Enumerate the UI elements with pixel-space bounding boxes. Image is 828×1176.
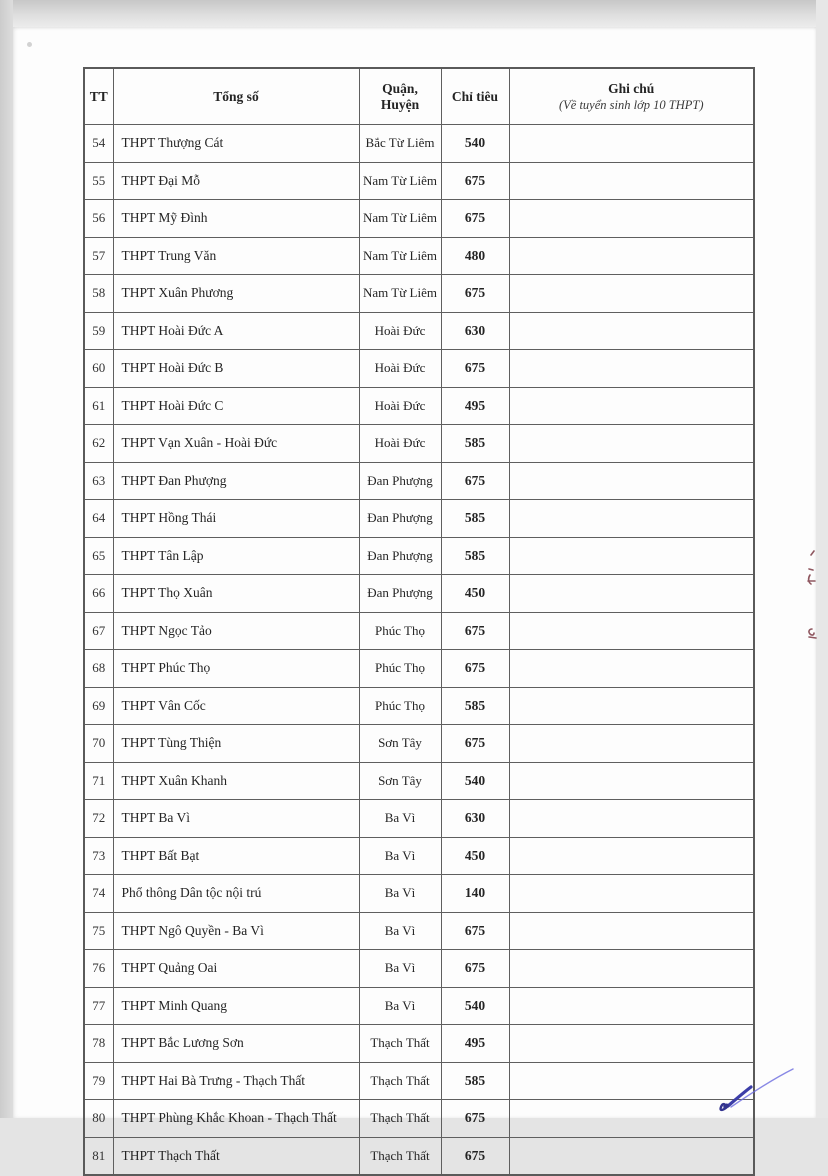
row-quota: 675 xyxy=(441,950,509,988)
row-quota: 540 xyxy=(441,762,509,800)
row-note xyxy=(509,762,754,800)
row-quota: 675 xyxy=(441,725,509,763)
row-school-name: THPT Hoài Đức B xyxy=(113,350,359,388)
row-district: Bắc Từ Liêm xyxy=(359,125,441,163)
row-school-name: THPT Thọ Xuân xyxy=(113,575,359,613)
header-tt: TT xyxy=(84,68,113,125)
quota-table-wrap xyxy=(83,67,755,1176)
row-tt: 58 xyxy=(84,275,113,313)
row-note xyxy=(509,837,754,875)
row-quota: 675 xyxy=(441,200,509,238)
row-note xyxy=(509,1100,754,1138)
header-note xyxy=(509,68,754,125)
table-row xyxy=(84,725,754,763)
row-quota: 675 xyxy=(441,650,509,688)
row-tt: 59 xyxy=(84,312,113,350)
row-quota: 540 xyxy=(441,125,509,163)
row-note xyxy=(509,1025,754,1063)
table-row xyxy=(84,425,754,463)
row-district: Thạch Thất xyxy=(359,1062,441,1100)
table-row xyxy=(84,312,754,350)
table-row xyxy=(84,1025,754,1063)
row-quota: 585 xyxy=(441,687,509,725)
row-quota: 675 xyxy=(441,1100,509,1138)
header-quota: Chỉ tiêu xyxy=(441,68,509,125)
row-school-name: THPT Ba Vì xyxy=(113,800,359,838)
row-note xyxy=(509,462,754,500)
row-quota: 480 xyxy=(441,237,509,275)
row-school-name: THPT Thượng Cát xyxy=(113,125,359,163)
row-tt: 72 xyxy=(84,800,113,838)
row-school-name: THPT Tân Lập xyxy=(113,537,359,575)
table-row xyxy=(84,650,754,688)
row-school-name: THPT Hoài Đức A xyxy=(113,312,359,350)
row-tt: 74 xyxy=(84,875,113,913)
row-tt: 65 xyxy=(84,537,113,575)
row-district: Phúc Thọ xyxy=(359,612,441,650)
row-tt: 79 xyxy=(84,1062,113,1100)
row-school-name: THPT Vạn Xuân - Hoài Đức xyxy=(113,425,359,463)
table-row xyxy=(84,237,754,275)
table-row xyxy=(84,462,754,500)
table-header xyxy=(84,68,754,125)
row-note xyxy=(509,987,754,1025)
row-quota: 495 xyxy=(441,387,509,425)
row-district: Đan Phượng xyxy=(359,500,441,538)
row-note xyxy=(509,950,754,988)
row-tt: 78 xyxy=(84,1025,113,1063)
quota-table xyxy=(83,67,755,1176)
row-school-name: THPT Hồng Thái xyxy=(113,500,359,538)
row-district: Thạch Thất xyxy=(359,1025,441,1063)
row-school-name: THPT Xuân Khanh xyxy=(113,762,359,800)
row-school-name: THPT Minh Quang xyxy=(113,987,359,1025)
row-quota: 140 xyxy=(441,875,509,913)
photo-background-left xyxy=(0,0,13,1118)
row-school-name: THPT Trung Văn xyxy=(113,237,359,275)
row-tt: 67 xyxy=(84,612,113,650)
row-note xyxy=(509,200,754,238)
row-quota: 675 xyxy=(441,162,509,200)
row-school-name: THPT Xuân Phương xyxy=(113,275,359,313)
table-row xyxy=(84,987,754,1025)
table-row xyxy=(84,1062,754,1100)
row-note xyxy=(509,800,754,838)
row-quota: 585 xyxy=(441,425,509,463)
row-tt: 68 xyxy=(84,650,113,688)
row-note xyxy=(509,612,754,650)
row-school-name: THPT Hai Bà Trưng - Thạch Thất xyxy=(113,1062,359,1100)
row-district: Thạch Thất xyxy=(359,1137,441,1175)
row-note xyxy=(509,687,754,725)
row-tt: 57 xyxy=(84,237,113,275)
row-note xyxy=(509,275,754,313)
row-district: Sơn Tây xyxy=(359,762,441,800)
header-school-name: Tổng số xyxy=(113,68,359,125)
table-row xyxy=(84,387,754,425)
row-tt: 54 xyxy=(84,125,113,163)
row-quota: 450 xyxy=(441,575,509,613)
row-school-name: THPT Đại Mỗ xyxy=(113,162,359,200)
row-district: Đan Phượng xyxy=(359,537,441,575)
paper-speck xyxy=(27,42,32,47)
table-row xyxy=(84,912,754,950)
row-tt: 75 xyxy=(84,912,113,950)
row-district: Đan Phượng xyxy=(359,462,441,500)
row-tt: 76 xyxy=(84,950,113,988)
row-tt: 73 xyxy=(84,837,113,875)
row-note xyxy=(509,650,754,688)
row-school-name: Phổ thông Dân tộc nội trú xyxy=(113,875,359,913)
row-tt: 77 xyxy=(84,987,113,1025)
row-district: Hoài Đức xyxy=(359,350,441,388)
table-row xyxy=(84,612,754,650)
table-row xyxy=(84,275,754,313)
row-district: Thạch Thất xyxy=(359,1100,441,1138)
row-school-name: THPT Phùng Khắc Khoan - Thạch Thất xyxy=(113,1100,359,1138)
table-row xyxy=(84,162,754,200)
row-district: Hoài Đức xyxy=(359,425,441,463)
table-row xyxy=(84,800,754,838)
row-note xyxy=(509,725,754,763)
row-district: Phúc Thọ xyxy=(359,650,441,688)
row-quota: 495 xyxy=(441,1025,509,1063)
edge-ink-marks-icon xyxy=(796,545,818,660)
table-row xyxy=(84,875,754,913)
row-school-name: THPT Phúc Thọ xyxy=(113,650,359,688)
row-quota: 450 xyxy=(441,837,509,875)
row-tt: 81 xyxy=(84,1137,113,1175)
table-body xyxy=(84,125,754,1176)
row-note xyxy=(509,912,754,950)
row-quota: 630 xyxy=(441,312,509,350)
row-school-name: THPT Bắc Lương Sơn xyxy=(113,1025,359,1063)
table-row xyxy=(84,537,754,575)
row-district: Nam Từ Liêm xyxy=(359,237,441,275)
row-tt: 70 xyxy=(84,725,113,763)
table-row xyxy=(84,1137,754,1175)
row-school-name: THPT Hoài Đức C xyxy=(113,387,359,425)
row-tt: 62 xyxy=(84,425,113,463)
row-school-name: THPT Ngô Quyền - Ba Vì xyxy=(113,912,359,950)
row-school-name: THPT Ngọc Tảo xyxy=(113,612,359,650)
table-row xyxy=(84,837,754,875)
row-quota: 675 xyxy=(441,462,509,500)
row-tt: 63 xyxy=(84,462,113,500)
row-quota: 630 xyxy=(441,800,509,838)
row-quota: 585 xyxy=(441,537,509,575)
header-district: Quận, Huyện xyxy=(359,68,441,125)
table-row xyxy=(84,575,754,613)
row-quota: 675 xyxy=(441,350,509,388)
header-note-title: Ghi chú xyxy=(608,80,655,96)
row-district: Phúc Thọ xyxy=(359,687,441,725)
row-note xyxy=(509,1062,754,1100)
row-district: Ba Vì xyxy=(359,837,441,875)
row-note xyxy=(509,162,754,200)
row-district: Nam Từ Liêm xyxy=(359,275,441,313)
table-row xyxy=(84,125,754,163)
row-note xyxy=(509,312,754,350)
row-district: Nam Từ Liêm xyxy=(359,200,441,238)
table-row xyxy=(84,1100,754,1138)
document-page xyxy=(13,27,816,1163)
row-district: Đan Phượng xyxy=(359,575,441,613)
row-tt: 60 xyxy=(84,350,113,388)
row-district: Nam Từ Liêm xyxy=(359,162,441,200)
row-district: Ba Vì xyxy=(359,950,441,988)
row-tt: 80 xyxy=(84,1100,113,1138)
row-tt: 64 xyxy=(84,500,113,538)
row-school-name: THPT Thạch Thất xyxy=(113,1137,359,1175)
row-district: Ba Vì xyxy=(359,875,441,913)
row-note xyxy=(509,875,754,913)
row-district: Sơn Tây xyxy=(359,725,441,763)
row-school-name: THPT Bất Bạt xyxy=(113,837,359,875)
row-note xyxy=(509,500,754,538)
row-note xyxy=(509,237,754,275)
header-note-subtitle: (Về tuyển sinh lớp 10 THPT) xyxy=(558,97,704,112)
table-row xyxy=(84,950,754,988)
table-row xyxy=(84,762,754,800)
row-school-name: THPT Quảng Oai xyxy=(113,950,359,988)
row-quota: 675 xyxy=(441,1137,509,1175)
table-row xyxy=(84,500,754,538)
row-note xyxy=(509,387,754,425)
row-tt: 69 xyxy=(84,687,113,725)
row-quota: 675 xyxy=(441,612,509,650)
row-note xyxy=(509,425,754,463)
photo-background-right xyxy=(816,0,828,1118)
row-school-name: THPT Đan Phượng xyxy=(113,462,359,500)
row-note xyxy=(509,350,754,388)
row-note xyxy=(509,1137,754,1175)
row-tt: 55 xyxy=(84,162,113,200)
row-tt: 71 xyxy=(84,762,113,800)
row-district: Hoài Đức xyxy=(359,312,441,350)
table-row xyxy=(84,687,754,725)
photo-background-top xyxy=(0,0,828,27)
row-school-name: THPT Mỹ Đình xyxy=(113,200,359,238)
row-tt: 61 xyxy=(84,387,113,425)
row-district: Hoài Đức xyxy=(359,387,441,425)
row-school-name: THPT Tùng Thiện xyxy=(113,725,359,763)
row-quota: 540 xyxy=(441,987,509,1025)
row-district: Ba Vì xyxy=(359,800,441,838)
row-tt: 56 xyxy=(84,200,113,238)
row-quota: 675 xyxy=(441,275,509,313)
row-quota: 675 xyxy=(441,912,509,950)
table-row xyxy=(84,350,754,388)
row-note xyxy=(509,125,754,163)
row-quota: 585 xyxy=(441,1062,509,1100)
row-school-name: THPT Vân Cốc xyxy=(113,687,359,725)
table-row xyxy=(84,200,754,238)
row-district: Ba Vì xyxy=(359,912,441,950)
row-tt: 66 xyxy=(84,575,113,613)
row-note xyxy=(509,575,754,613)
row-note xyxy=(509,537,754,575)
row-district: Ba Vì xyxy=(359,987,441,1025)
row-quota: 585 xyxy=(441,500,509,538)
